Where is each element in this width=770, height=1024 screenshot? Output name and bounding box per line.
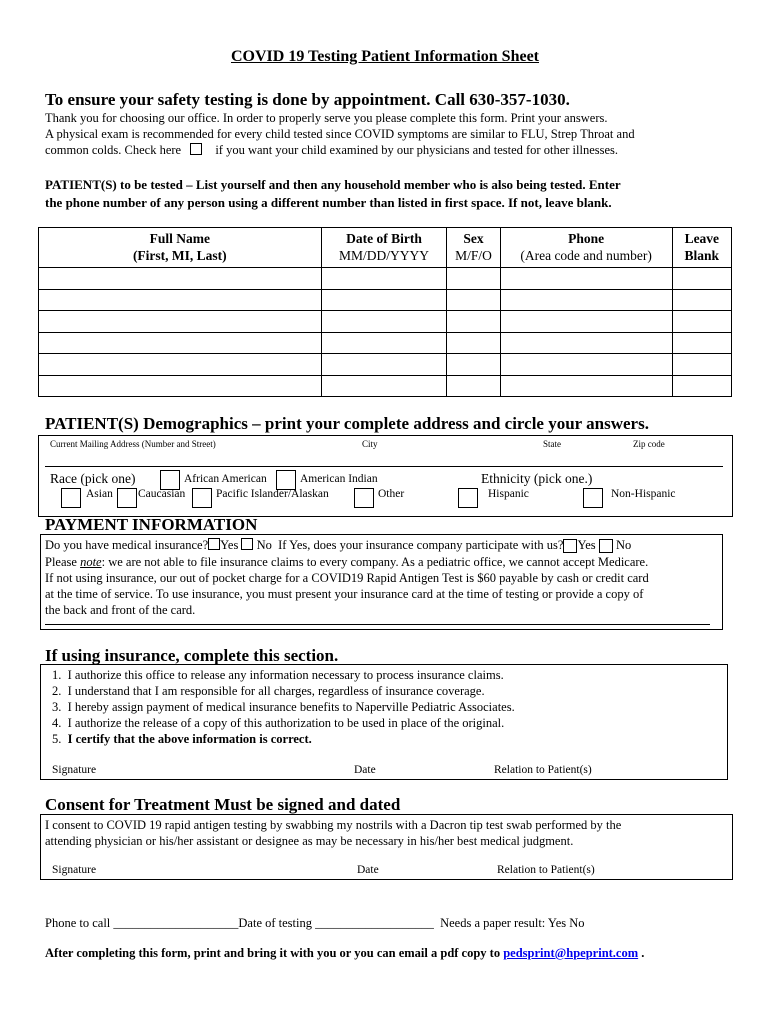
city-label: City — [362, 439, 378, 449]
cell[interactable] — [500, 375, 672, 397]
cell[interactable] — [447, 268, 500, 290]
intro-line-3b: if you want your child examined by our physicians and tested for other illnesses. — [215, 143, 619, 157]
final-prefix: After completing this form, print and bring it with you or you can email a pdf copy to — [45, 946, 504, 960]
patients-instructions-2: the phone number of any person using a different number than listed in first space. If not, leave blank. — [45, 195, 612, 210]
col-dob: Date of Birth MM/DD/YYYY — [321, 228, 447, 268]
insurance-yes-label: Yes — [220, 538, 239, 552]
payment-bottom-line — [45, 624, 710, 625]
note-rest: : we are not able to file insurance claims to every company. As a pediatric office, we cannot accept Medicare. — [101, 555, 649, 569]
state-label: State — [543, 439, 561, 449]
consent-line-2: attending physician or his/her assistant or designee as may be necessary in his/her best medical judgment. — [45, 834, 574, 848]
payment-q-line — [45, 537, 631, 553]
patients-instructions-1: PATIENT(S) to be tested – List yourself and then any household member who is also being tested. Enter — [45, 177, 621, 192]
cell — [672, 268, 731, 290]
cell — [672, 375, 731, 397]
cell — [672, 289, 731, 311]
insurance-relation-label: Relation to Patient(s) — [494, 764, 592, 776]
insurance-question: Do you have medical insurance? — [45, 538, 209, 552]
cell — [672, 311, 731, 333]
insurance-no-checkbox[interactable] — [241, 538, 253, 550]
appointment-heading: To ensure your safety testing is done by appointment. Call 630-357-1030. — [45, 90, 570, 109]
cell[interactable] — [447, 311, 500, 333]
intro-line-1: Thank you for choosing our office. In order to properly serve you please complete this form. Print your answers. — [45, 111, 608, 125]
list-item: 3. I hereby assign payment of medical insurance benefits to Naperville Pediatric Associates. — [52, 700, 515, 714]
footer-fields — [45, 915, 585, 931]
zip-label: Zip code — [633, 439, 665, 449]
cell[interactable] — [321, 268, 447, 290]
insurance-yes-checkbox[interactable] — [208, 538, 220, 550]
intro-line-3a: common colds. Check here — [45, 143, 182, 157]
list-item: 5. I certify that the above information is correct. — [52, 732, 312, 746]
cell[interactable] — [447, 375, 500, 397]
consent-signature-label: Signature — [52, 864, 97, 876]
cell[interactable] — [447, 289, 500, 311]
race-other-checkbox[interactable] — [354, 488, 374, 508]
ethnicity-label: Ethnicity (pick one.) — [481, 471, 593, 486]
phone-to-call-field[interactable]: Phone to call ____________________ — [45, 916, 239, 930]
list-item: 2. I understand that I am responsible for all charges, regardless of insurance coverage. — [52, 684, 485, 698]
table-row[interactable] — [39, 311, 732, 333]
demographics-heading: PATIENT(S) Demographics – print your complete address and circle your answers. — [45, 414, 649, 433]
col-phone: Phone (Area code and number) — [500, 228, 672, 268]
payment-note — [45, 554, 648, 570]
page-title: COVID 19 Testing Patient Information Sheet — [230, 48, 539, 65]
table-row[interactable] — [39, 289, 732, 311]
cell[interactable] — [39, 311, 322, 333]
cell[interactable] — [39, 375, 322, 397]
list-item: 4. I authorize the release of a copy of this authorization to be used in place of the original. — [52, 716, 505, 730]
eth-hispanic-checkbox[interactable] — [458, 488, 478, 508]
cell[interactable] — [321, 354, 447, 376]
col-leave-blank: Leave Blank — [672, 228, 731, 268]
cell[interactable] — [321, 289, 447, 311]
race-american-indian-checkbox[interactable] — [276, 470, 296, 490]
race-pacific-checkbox[interactable] — [192, 488, 212, 508]
cell[interactable] — [39, 332, 322, 354]
patients-instructions — [45, 176, 621, 212]
race-asian-checkbox[interactable] — [61, 488, 81, 508]
email-link[interactable]: pedsprint@hpeprint.com — [503, 946, 639, 960]
race-asian: Asian — [86, 488, 113, 500]
cell — [672, 354, 731, 376]
race-label: Race (pick one) — [50, 471, 136, 486]
cell[interactable] — [321, 311, 447, 333]
consent-date-label: Date — [357, 864, 379, 876]
insurance-date-label: Date — [354, 764, 376, 776]
participate-yes-checkbox[interactable] — [563, 539, 577, 553]
paper-result-field[interactable]: Needs a paper result: Yes No — [440, 916, 585, 930]
col-full-name: Full Name (First, MI, Last) — [39, 228, 322, 268]
insurance-signature-label: Signature — [52, 764, 97, 776]
cell[interactable] — [500, 268, 672, 290]
table-row[interactable] — [39, 332, 732, 354]
eth-non-hispanic: Non-Hispanic — [611, 488, 676, 500]
race-american-indian: American Indian — [300, 473, 378, 485]
insurance-heading: If using insurance, complete this section. — [45, 646, 339, 665]
participate-yes-label: Yes — [577, 538, 596, 552]
cell[interactable] — [500, 289, 672, 311]
cell[interactable] — [500, 311, 672, 333]
race-caucasian-checkbox[interactable] — [117, 488, 137, 508]
race-pacific: Pacific Islander/Alaskan — [216, 488, 329, 500]
note-word: note — [80, 555, 102, 569]
table-row[interactable] — [39, 354, 732, 376]
race-other: Other — [378, 488, 405, 500]
consent-line-1: I consent to COVID 19 rapid antigen testing by swabbing my nostrils with a Dacron tip test swab performed by the — [45, 818, 622, 832]
race-african-american-checkbox[interactable] — [160, 470, 180, 490]
intro-line-3 — [45, 142, 618, 158]
col-sex: Sex M/F/O — [447, 228, 500, 268]
consent-relation-label: Relation to Patient(s) — [497, 864, 595, 876]
participate-no-checkbox[interactable] — [599, 539, 613, 553]
participate-question: If Yes, does your insurance company participate with us? — [278, 538, 564, 552]
eth-non-hispanic-checkbox[interactable] — [583, 488, 603, 508]
payment-line-3: If not using insurance, our out of pocket charge for a COVID19 Rapid Antigen Test is $60 payable by cash or credit card — [45, 571, 649, 585]
note-prefix: Please — [45, 555, 81, 569]
intro-line-2: A physical exam is recommended for every child tested since COVID symptoms are similar to FLU, Strep Throat and — [45, 127, 635, 141]
cell[interactable] — [447, 332, 500, 354]
final-suffix: . — [638, 946, 645, 960]
cell[interactable] — [39, 268, 322, 290]
address-input-line[interactable] — [45, 466, 723, 467]
table-row[interactable] — [39, 375, 732, 397]
eth-hispanic: Hispanic — [488, 488, 529, 500]
race-african-american: African American — [184, 473, 267, 485]
insurance-no-label: No — [256, 538, 272, 552]
table-row[interactable] — [39, 268, 732, 290]
payment-line-4: at the time of service. To use insurance, you must present your insurance card at the time of testing or provide a copy of — [45, 587, 644, 601]
cell[interactable] — [321, 375, 447, 397]
patients-table — [38, 227, 732, 397]
participate-no-label: No — [615, 538, 632, 552]
cell[interactable] — [447, 354, 500, 376]
cell[interactable] — [39, 289, 322, 311]
patients-table-header — [39, 228, 732, 268]
cell[interactable] — [39, 354, 322, 376]
final-instruction — [45, 946, 644, 961]
cell[interactable] — [321, 332, 447, 354]
list-item: 1. I authorize this office to release any information necessary to process insurance claims. — [52, 668, 504, 682]
payment-line-5: the back and front of the card. — [45, 603, 196, 617]
payment-heading: PAYMENT INFORMATION — [45, 515, 258, 534]
cell[interactable] — [500, 332, 672, 354]
address-label: Current Mailing Address (Number and Street) — [50, 439, 216, 449]
exam-checkbox[interactable] — [190, 143, 202, 155]
consent-heading: Consent for Treatment Must be signed and dated — [45, 795, 401, 814]
date-of-testing-field[interactable]: Date of testing ___________________ — [238, 916, 434, 930]
insurance-list — [52, 667, 515, 747]
race-caucasian: Caucasian — [138, 488, 186, 500]
cell[interactable] — [500, 354, 672, 376]
cell — [672, 332, 731, 354]
